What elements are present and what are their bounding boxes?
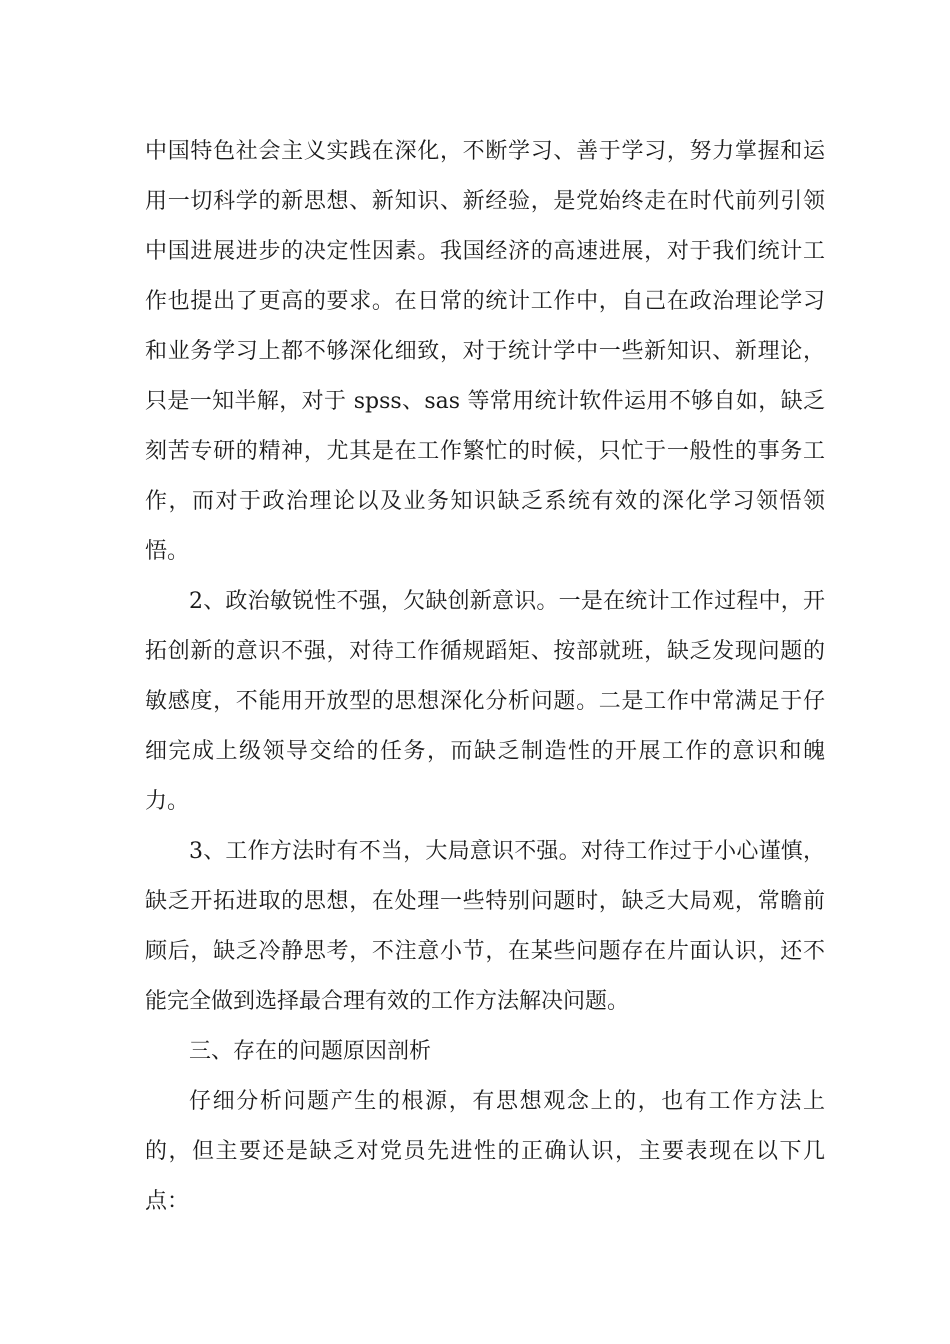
document-body (145, 127, 825, 1227)
paragraph-item-3: 3、工作方法时有不当，大局意识不强。对待工作过于小心谨慎，缺乏开拓进取的思想，在处理一些特别问题时，缺乏大局观，常瞻前顾后，缺乏冷静思考，不注意小节，在某些问题存在片面认识，还不能完全做到选择最合理有效的工作方法解决问题。 (145, 839, 825, 1014)
section-heading: 三、存在的问题原因剖析 (189, 1039, 432, 1064)
paragraph-item-2: 2、政治敏锐性不强，欠缺创新意识。一是在统计工作过程中，开拓创新的意识不强，对待工作循规蹈矩、按部就班，缺乏发现问题的敏感度，不能用开放型的思想深化分析问题。二是工作中常满足于仔细完成上级领导交给的任务，而缺乏制造性的开展工作的意识和魄力。 (145, 589, 825, 814)
paragraph-analysis: 仔细分析问题产生的根源，有思想观念上的，也有工作方法上的，但主要还是缺乏对党员先进性的正确认识，主要表现在以下几点： (145, 1089, 825, 1214)
paragraph-continuation: 中国特色社会主义实践在深化，不断学习、善于学习，努力掌握和运用一切科学的新思想、新知识、新经验，是党始终走在时代前列引领中国进展进步的决定性因素。我国经济的高速进展，对于我们统计工作也提出了更高的要求。在日常的统计工作中，自己在政治理论学习和业务学习上都不够深化细致，对于统计学中一些新知识、新理论，只是一知半解，对于 spss、sas 等常用统计软件运用不够自如，缺乏刻苦专研的精神，尤其是在工作繁忙的时候，只忙于一般性的事务工作，而对于政治理论以及业务知识缺乏系统有效的深化学习领悟领悟。 (145, 139, 825, 564)
